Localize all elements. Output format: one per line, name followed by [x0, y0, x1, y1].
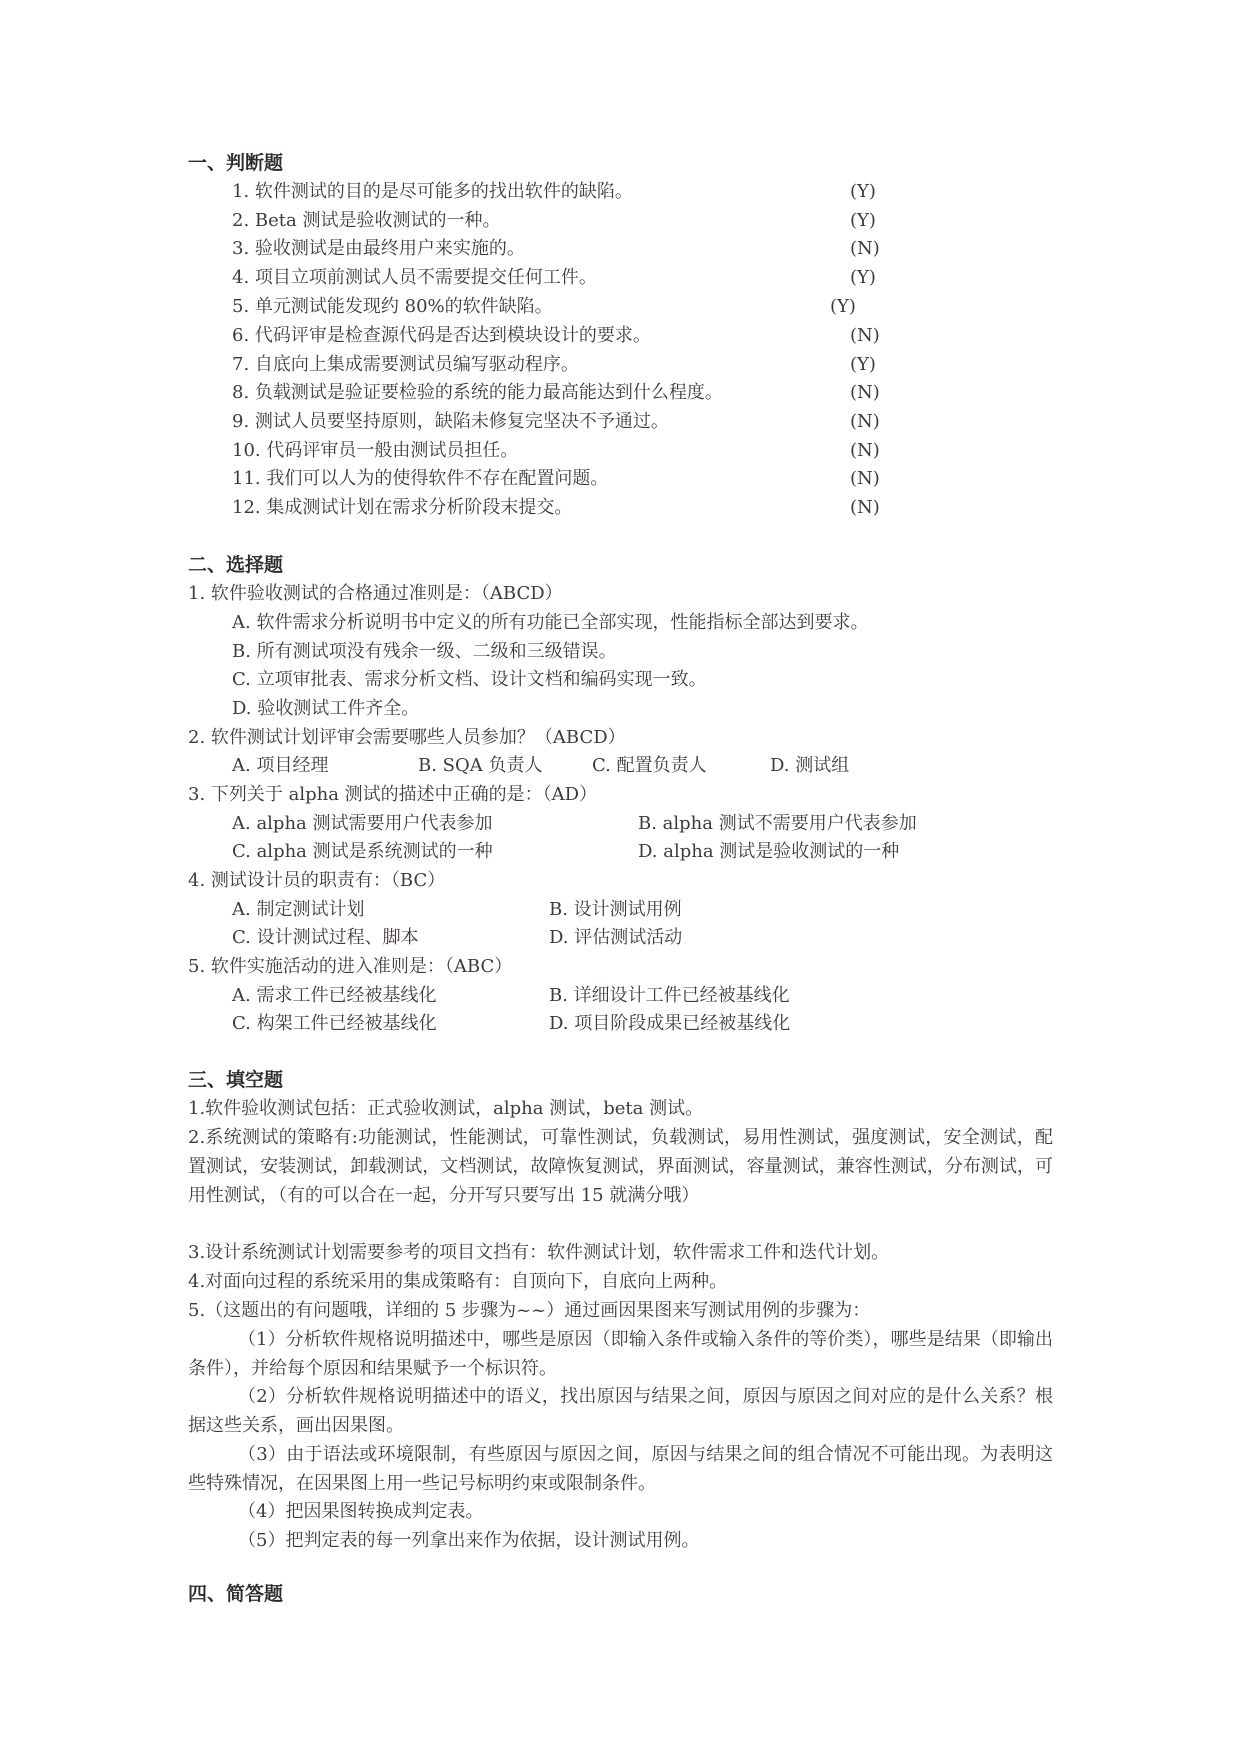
- option: B. 所有测试项没有残余一级、二级和三级错误。: [232, 641, 617, 662]
- judgment-item: 1. 软件测试的目的是尽可能多的找出软件的缺陷。: [232, 181, 633, 202]
- judgment-item: 6. 代码评审是检查源代码是否达到模块设计的要求。: [232, 325, 651, 346]
- judgment-answer: (N): [850, 411, 880, 432]
- judgment-answer: (N): [850, 325, 880, 346]
- judgment-item: 7. 自底向上集成需要测试员编写驱动程序。: [232, 354, 579, 375]
- step-text: （3）由于语法或环境限制，有些原因与原因之间，原因与结果之间的组合情况不可能出现。为表明这些特殊情况，在因果图上用一些记号标明约束或限制条件。: [188, 1444, 1053, 1494]
- fill-answer: 1.软件验收测试包括：正式验收测试，alpha 测试，beta 测试。: [188, 1098, 704, 1119]
- option: D. 评估测试活动: [549, 927, 683, 948]
- judgment-item: 10. 代码评审员一般由测试员担任。: [232, 440, 519, 461]
- fill-answer: 3.设计系统测试计划需要参考的项目文挡有：软件测试计划，软件需求工件和迭代计划。: [188, 1242, 890, 1263]
- question: 4. 测试设计员的职责有：（BC）: [188, 870, 446, 891]
- option: A. 制定测试计划: [232, 899, 365, 920]
- step-text: （1）分析软件规格说明描述中，哪些是原因（即输入条件或输入条件的等价类），哪些是结果（即输出条件），并给每个原因和结果赋予一个标识符。: [188, 1329, 1053, 1379]
- option: C. 立项审批表、需求分析文档、设计文档和编码实现一致。: [232, 669, 707, 690]
- judgment-answer: (N): [850, 497, 880, 518]
- judgment-item: 3. 验收测试是由最终用户来实施的。: [232, 238, 525, 259]
- section-title-choice: 二、选择题: [188, 554, 284, 576]
- step-text: （4）把因果图转换成判定表。: [238, 1501, 484, 1522]
- judgment-answer: (Y): [850, 210, 876, 231]
- option: A. 项目经理: [232, 755, 329, 776]
- judgment-answer: (Y): [850, 354, 876, 375]
- option: D. 测试组: [770, 755, 850, 776]
- fill-answer: 5.（这题出的有问题哦，详细的 5 步骤为~~）通过画因果图来写测试用例的步骤为：: [188, 1300, 871, 1321]
- option: B. alpha 测试不需要用户代表参加: [638, 813, 917, 834]
- question: 1. 软件验收测试的合格通过准则是：（ABCD）: [188, 583, 563, 604]
- fill-answer: 2.系统测试的策略有:功能测试，性能测试，可靠性测试，负载测试，易用性测试，强度测试，安全测试，配置测试，安装测试，卸载测试，文档测试，故障恢复测试，界面测试，容量测试，兼容性测试，分布测试，可用性测试，（有的可以合在一起，分开写只要写出 15 就满分哦）: [188, 1127, 1053, 1206]
- option: B. 设计测试用例: [549, 899, 682, 920]
- option: A. 软件需求分析说明书中定义的所有功能已全部实现，性能指标全部达到要求。: [232, 612, 869, 633]
- option: C. 设计测试过程、脚本: [232, 927, 419, 948]
- fill-answer: 4.对面向过程的系统采用的集成策略有：自顶向下，自底向上两种。: [188, 1271, 728, 1292]
- question: 3. 下列关于 alpha 测试的描述中正确的是：（AD）: [188, 784, 598, 805]
- option: D. 项目阶段成果已经被基线化: [549, 1013, 791, 1034]
- option: B. 详细设计工件已经被基线化: [549, 985, 790, 1006]
- judgment-answer: (Y): [830, 296, 856, 317]
- judgment-item: 5. 单元测试能发现约 80%的软件缺陷。: [232, 296, 553, 317]
- option: C. 配置负责人: [592, 755, 707, 776]
- option: A. 需求工件已经被基线化: [232, 985, 437, 1006]
- judgment-answer: (N): [850, 468, 880, 489]
- step-text: （2）分析软件规格说明描述中的语义，找出原因与结果之间，原因与原因之间对应的是什么关系？根据这些关系，画出因果图。: [188, 1386, 1053, 1436]
- option: C. 构架工件已经被基线化: [232, 1013, 437, 1034]
- judgment-item: 9. 测试人员要坚持原则，缺陷未修复完坚决不予通过。: [232, 411, 669, 432]
- judgment-answer: (Y): [850, 267, 876, 288]
- judgment-item: 12. 集成测试计划在需求分析阶段末提交。: [232, 497, 573, 518]
- judgment-answer: (Y): [850, 181, 876, 202]
- question: 2. 软件测试计划评审会需要哪些人员参加？（ABCD）: [188, 727, 626, 748]
- step-text: （5）把判定表的每一列拿出来作为依据，设计测试用例。: [238, 1530, 700, 1551]
- judgment-item: 11. 我们可以人为的使得软件不存在配置问题。: [232, 468, 609, 489]
- section-title-judgment: 一、判断题: [188, 152, 284, 174]
- option: A. alpha 测试需要用户代表参加: [232, 813, 493, 834]
- option: B. SQA 负责人: [418, 755, 543, 776]
- judgment-item: 2. Beta 测试是验收测试的一种。: [232, 210, 501, 231]
- option: C. alpha 测试是系统测试的一种: [232, 841, 493, 862]
- option: D. alpha 测试是验收测试的一种: [638, 841, 900, 862]
- section-title-short-answer: 四、简答题: [188, 1583, 284, 1605]
- section-title-fill: 三、填空题: [188, 1069, 284, 1091]
- judgment-answer: (N): [850, 238, 880, 259]
- judgment-answer: (N): [850, 382, 880, 403]
- judgment-item: 4. 项目立项前测试人员不需要提交任何工件。: [232, 267, 597, 288]
- judgment-item: 8. 负载测试是验证要检验的系统的能力最高能达到什么程度。: [232, 382, 723, 403]
- question: 5. 软件实施活动的进入准则是：（ABC）: [188, 956, 513, 977]
- option: D. 验收测试工件齐全。: [232, 698, 420, 719]
- judgment-answer: (N): [850, 440, 880, 461]
